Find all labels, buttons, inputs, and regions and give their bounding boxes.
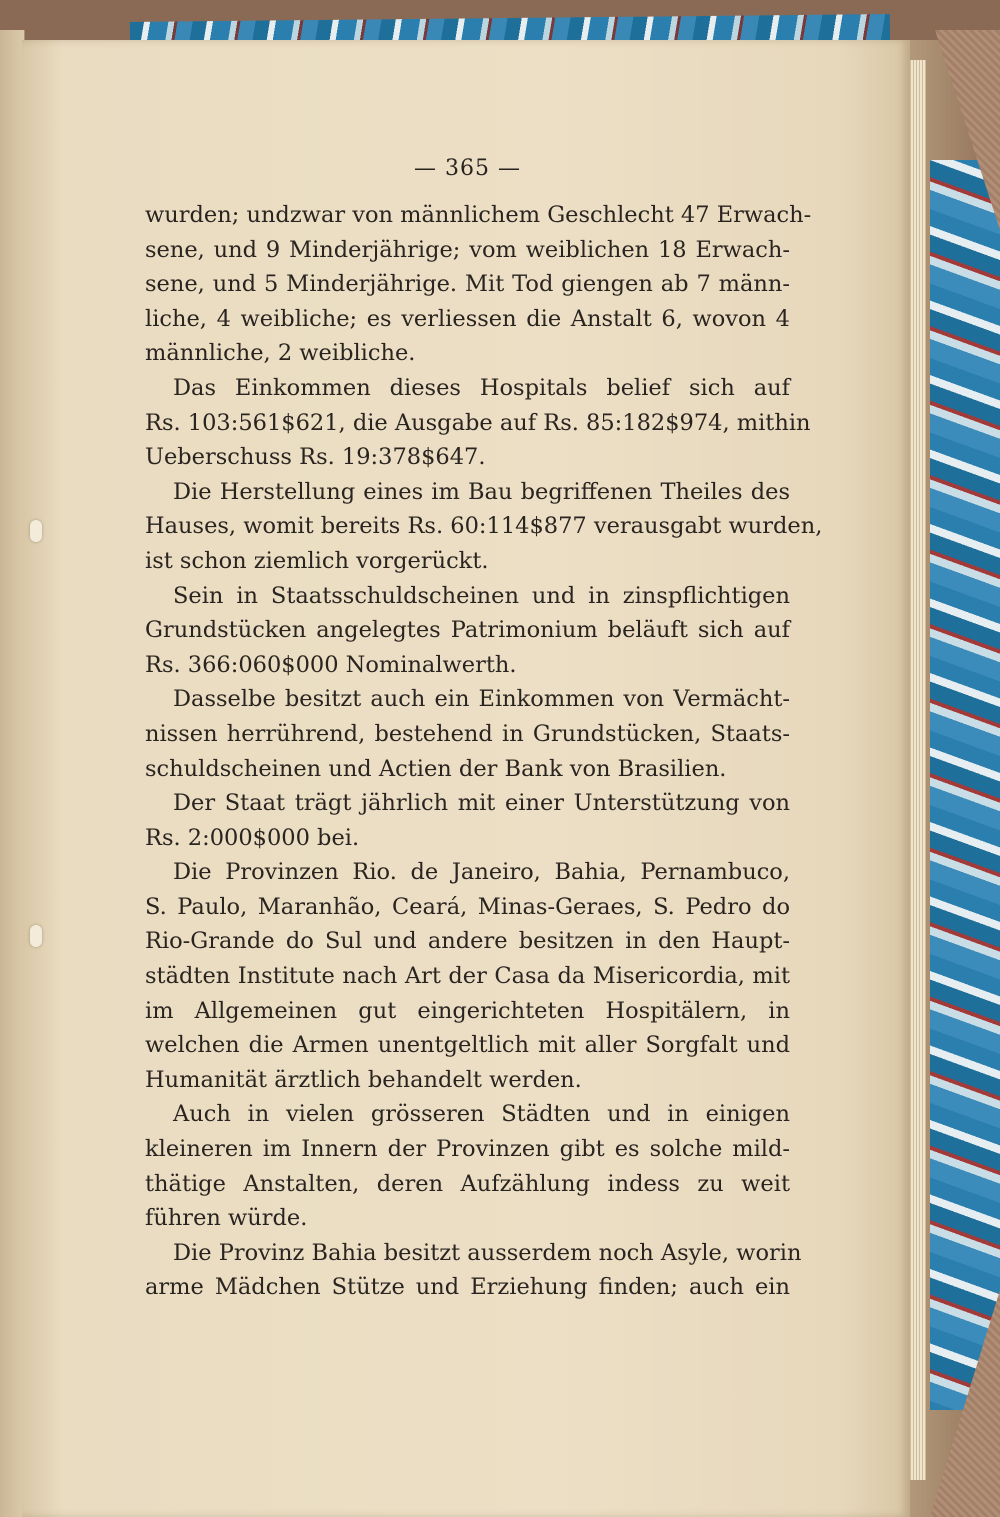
text-line: Die Herstellung eines im Bau begriffenen Theiles des [173, 478, 790, 505]
text-line: sene, und 9 Minderjährige; vom weiblichen 18 Erwach- [145, 236, 790, 263]
text-line: schuldscheinen und Actien der Bank von Brasilien. [145, 755, 727, 782]
text-line: Hauses, womit bereits Rs. 60:114$877 verausgabt wurden, [145, 513, 823, 540]
page-number: — 365 — [414, 156, 521, 181]
text-line: Der Staat trägt jährlich mit einer Unterstützung von [173, 790, 790, 817]
text-line: Humanität ärztlich behandelt werden. [145, 1066, 582, 1093]
text-line: Auch in vielen grösseren Städten und in einigen [173, 1101, 790, 1128]
text-line: Das Einkommen dieses Hospitals belief sich auf [173, 374, 790, 401]
text-line: S. Paulo, Maranhão, Ceará, Minas-Geraes, S. Pedro do [145, 893, 790, 920]
marbled-endpaper-right [930, 160, 1000, 1410]
text-line: Rio-Grande do Sul und andere besitzen in den Haupt- [145, 928, 790, 955]
text-line: sene, und 5 Minderjährige. Mit Tod giengen ab 7 männ- [145, 271, 790, 298]
text-line: Rs. 103:561$621, die Ausgabe auf Rs. 85:182$974, mithin [145, 409, 811, 436]
binding-stitch [30, 925, 42, 947]
text-line: städten Institute nach Art der Casa da Misericordia, mit [145, 963, 790, 990]
text-line: Rs. 366:060$000 Nominalwerth. [145, 651, 517, 678]
text-line: wurden; undzwar von männlichem Geschlecht 47 Erwach- [145, 202, 812, 228]
text-line: liche, 4 weibliche; es verliessen die Anstalt 6, wovon 4 [145, 305, 790, 332]
text-line: Dasselbe besitzt auch ein Einkommen von Vermächt- [173, 686, 790, 713]
text-line: arme Mädchen Stütze und Erziehung finden; auch ein [145, 1274, 790, 1301]
page-text [145, 140, 823, 1305]
text-line: Grundstücken angelegtes Patrimonium beläuft sich auf [145, 617, 790, 644]
text-line: im Allgemeinen gut eingerichteten Hospitälern, in [145, 997, 790, 1024]
text-line: nissen herrührend, bestehend in Grundstücken, Staats- [145, 720, 790, 747]
text-line: Rs. 2:000$000 bei. [145, 824, 360, 851]
text-line: Sein in Staatsschuldscheinen und in zinspflichtigen [173, 582, 790, 609]
text-line: welchen die Armen unentgeltlich mit aller Sorgfalt und [145, 1032, 790, 1059]
text-line: ist schon ziemlich vorgerückt. [145, 547, 489, 574]
text-line: thätige Anstalten, deren Aufzählung indess zu weit [145, 1170, 790, 1197]
text-line: Die Provinzen Rio. de Janeiro, Bahia, Pernambuco, [173, 859, 790, 886]
text-line: männliche, 2 weibliche. [145, 340, 416, 367]
binding-stitch [30, 520, 42, 542]
text-line: führen würde. [145, 1205, 308, 1232]
text-line: Ueberschuss Rs. 19:378$647. [145, 444, 486, 471]
text-line: kleineren im Innern der Provinzen gibt es solche mild- [145, 1136, 790, 1163]
text-line: Die Provinz Bahia besitzt ausserdem noch Asyle, worin [173, 1239, 802, 1266]
